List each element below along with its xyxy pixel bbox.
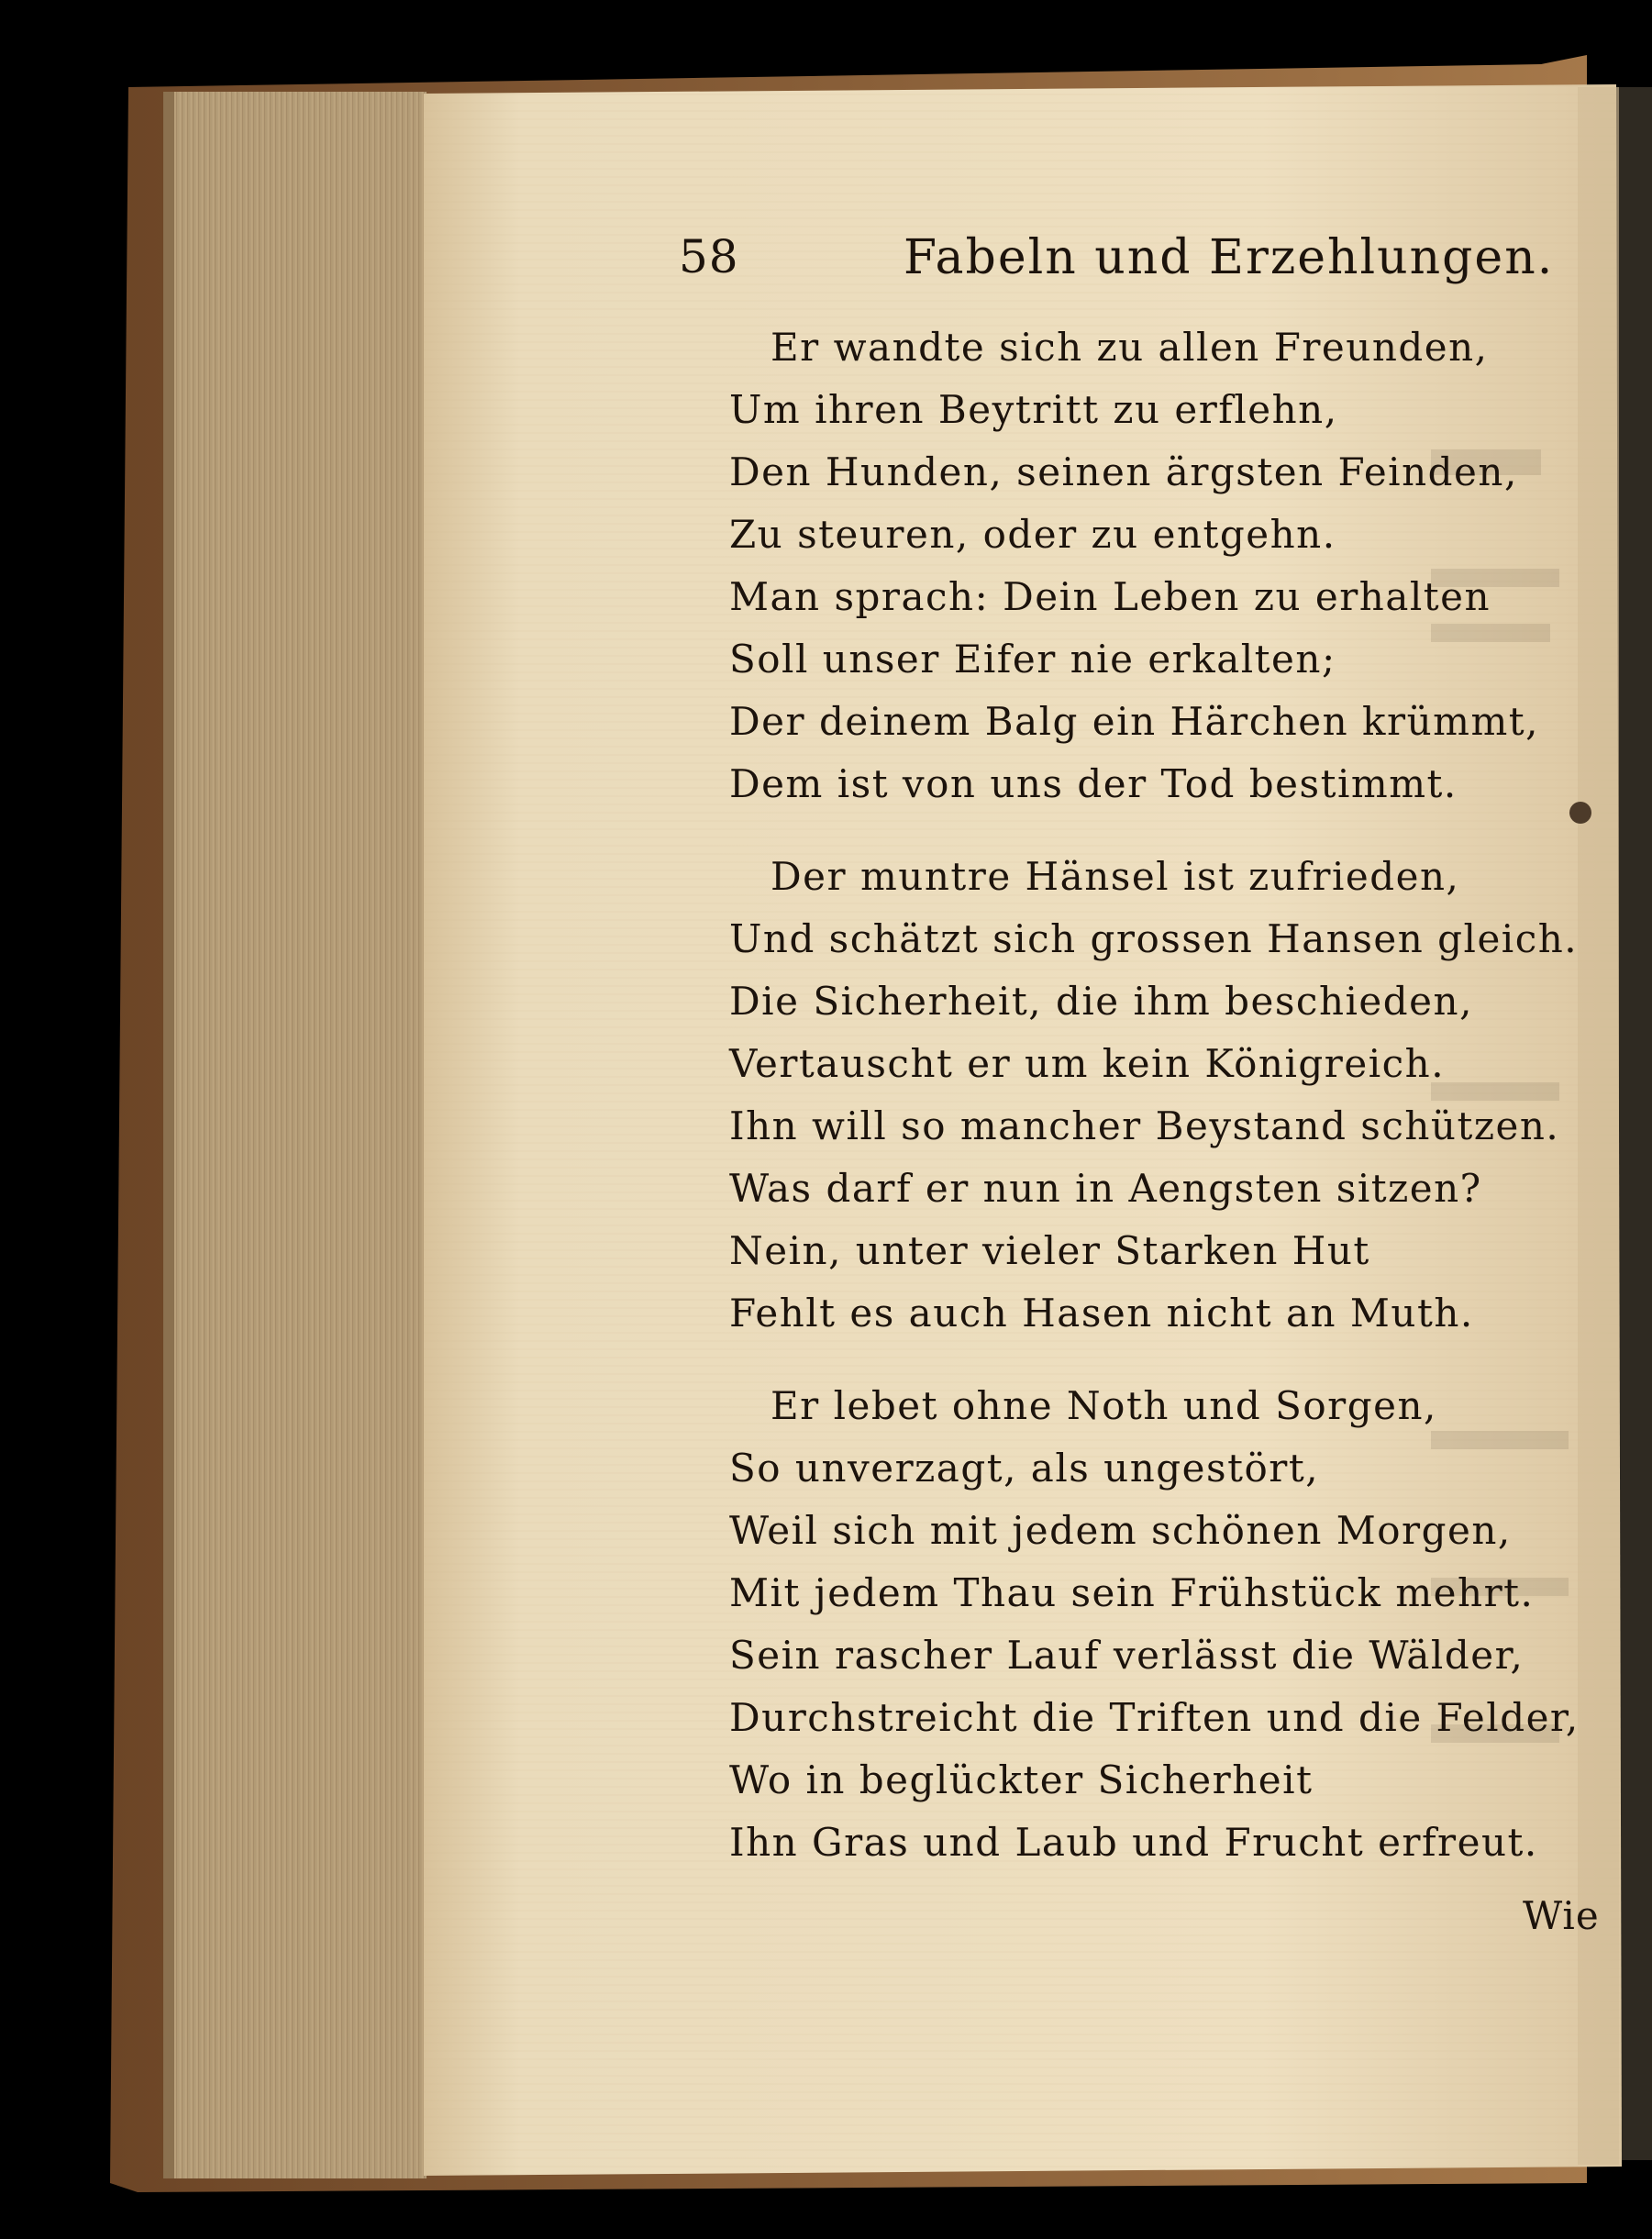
verse-line: Vertauscht er um kein Königreich.: [729, 1041, 1446, 1086]
verse-line: Zu steuren, oder zu entgehn.: [729, 512, 1336, 557]
verse-line: Soll unser Eifer nie erkalten;: [729, 637, 1336, 682]
verse-line: Man sprach: Dein Leben zu erhalten: [729, 574, 1491, 619]
verse-line: Dem ist von uns der Tod bestimmt.: [729, 761, 1458, 806]
verse-line: Die Sicherheit, die ihm beschieden,: [729, 979, 1473, 1024]
page-number: 58: [679, 230, 739, 283]
verse-line: Den Hunden, seinen ärgsten Feinden,: [729, 449, 1518, 494]
verse-line: Wo in beglückter Sicherheit: [729, 1757, 1314, 1802]
verse-line: Er wandte sich zu allen Freunden,: [771, 325, 1489, 370]
running-head: Fabeln und Erzehlungen.: [904, 230, 1555, 285]
verse-line: Was darf er nun in Aengsten sitzen?: [729, 1166, 1482, 1211]
verse-line: Der muntre Hänsel ist zufrieden,: [771, 854, 1460, 899]
verse-line: Der deinem Balg ein Härchen krümmt,: [729, 699, 1540, 744]
verse-line: Sein rascher Lauf verlässt die Wälder,: [729, 1633, 1524, 1678]
verse-line: Und schätzt sich grossen Hansen gleich.: [729, 916, 1579, 961]
verse-line: Er lebet ohne Noth und Sorgen,: [771, 1383, 1437, 1428]
verse-line: Durchstreicht die Triften und die Felder,: [729, 1695, 1580, 1740]
verse-line: Ihn Gras und Laub und Frucht erfreut.: [729, 1820, 1538, 1865]
verse-line: Mit jedem Thau sein Frühstück mehrt.: [729, 1570, 1535, 1615]
verse-line: So unverzagt, als ungestört,: [729, 1446, 1320, 1491]
verse-line: Ihn will so mancher Beystand schützen.: [729, 1103, 1560, 1148]
verse-line: Nein, unter vieler Starken Hut: [729, 1228, 1370, 1273]
verse-line: Fehlt es auch Hasen nicht an Muth.: [729, 1291, 1474, 1336]
catchword: Wie: [1523, 1893, 1600, 1938]
verse-line: Um ihren Beytritt zu erflehn,: [729, 387, 1338, 432]
verse-line: Weil sich mit jedem schönen Morgen,: [729, 1508, 1512, 1553]
